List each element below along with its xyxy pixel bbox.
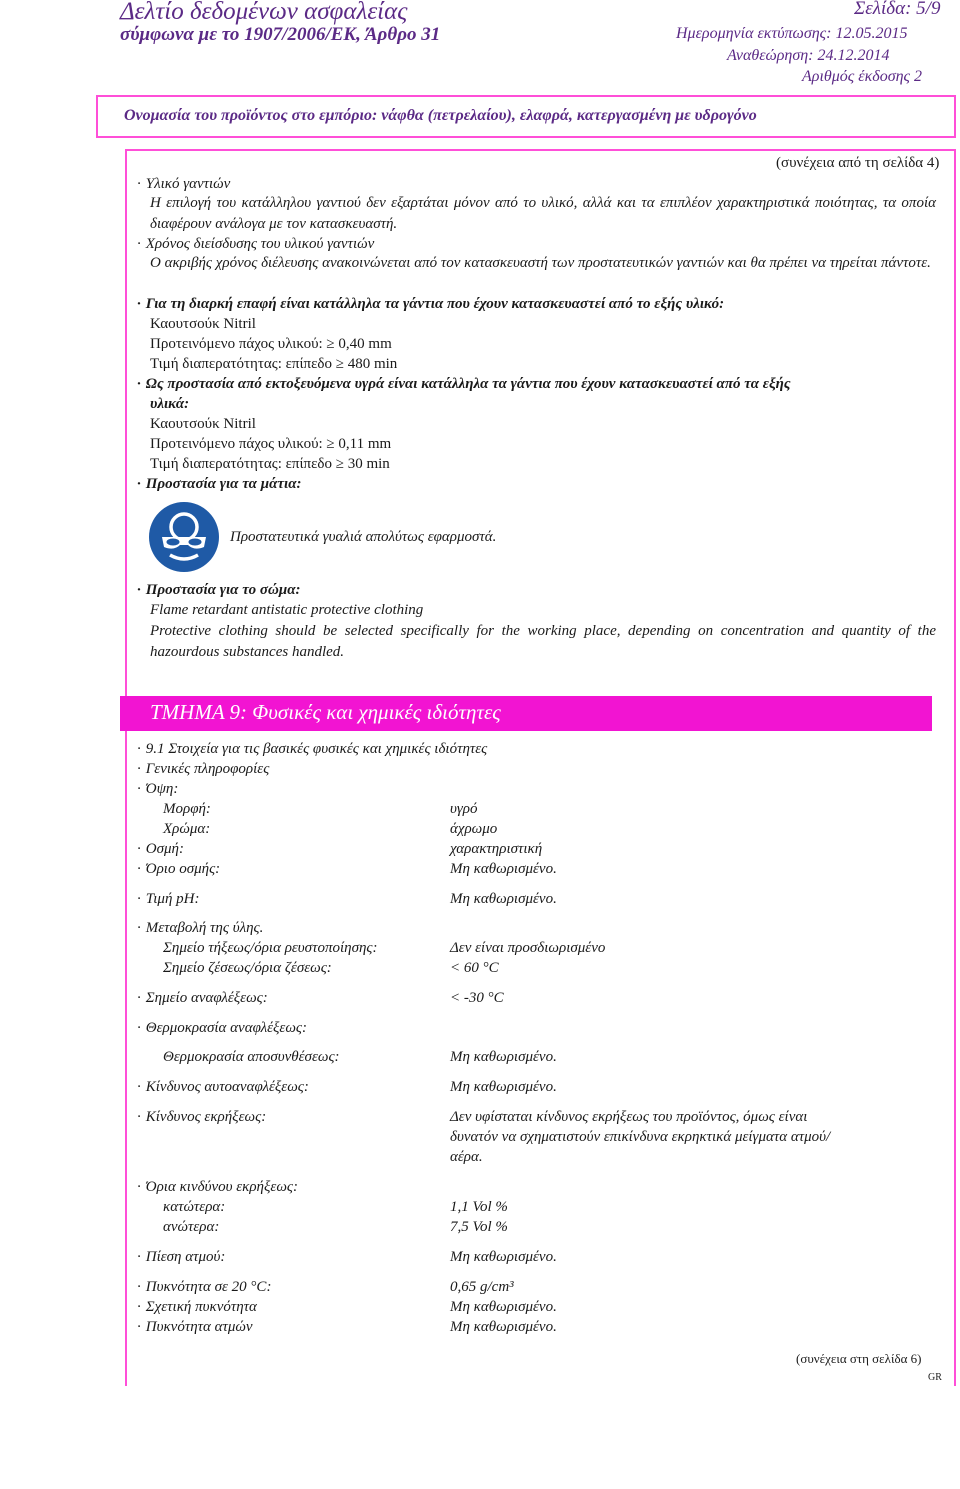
ge-symbol: ≥ xyxy=(326,436,335,452)
label-text: Οσμή: xyxy=(145,841,184,857)
melting-value: Δεν είναι προσδιωρισμένο xyxy=(450,940,606,956)
odor-threshold-value: Μη καθωρισμένο. xyxy=(450,861,557,877)
relative-density-value: Μη καθωρισμένο. xyxy=(450,1299,557,1315)
melting-label: Σημείο τήξεως/όρια ρευστοποίησης: xyxy=(163,940,378,956)
bullet: · xyxy=(137,861,141,877)
ge-symbol: ≥ xyxy=(335,356,344,372)
upper-limit-value: 7,5 Vol % xyxy=(450,1219,508,1235)
bullet: · xyxy=(137,1079,141,1095)
body-protection-line2: Protective clothing should be selected specifically for the working place, depending on concentration and quantity of the hazourdous substances handled. xyxy=(150,623,936,660)
bullet: · xyxy=(137,891,141,907)
label-text: Τιμή pH: xyxy=(145,891,200,907)
continuous-material: Καουτσούκ Nitril xyxy=(150,316,256,332)
label: Προτεινόμενο πάχος υλικού: xyxy=(150,336,323,352)
label-text: Πυκνότητα σε 20 °C: xyxy=(145,1279,272,1295)
subsection-heading xyxy=(137,741,487,758)
explosion-value-3: αέρα. xyxy=(450,1149,483,1165)
label-text: Όριο οσμής: xyxy=(145,861,221,877)
bullet: · xyxy=(137,1179,141,1195)
document-subtitle: σύμφωνα με το 1907/2006/ΕΚ, Άρθρο 31 xyxy=(120,24,441,45)
explosion-value-1: Δεν υφίσταται κίνδυνος εκρήξεως του προϊόντος, όμως είναι xyxy=(450,1109,808,1125)
splash-material: Καουτσούκ Nitril xyxy=(150,416,256,432)
ge-symbol: ≥ xyxy=(326,336,335,352)
breakthrough-heading xyxy=(137,236,374,253)
label-text: Σχετική πυκνότητα xyxy=(145,1299,257,1315)
value: 0,11 mm xyxy=(338,436,392,452)
heading-text: Γενικές πληροφορίες xyxy=(145,761,270,777)
label: Τιμή διαπερατότητας: επίπεδο xyxy=(150,456,332,472)
ph-value: Μη καθωρισμένο. xyxy=(450,891,557,907)
odor-label xyxy=(137,841,184,858)
eye-protection-heading xyxy=(137,476,302,493)
heading-text: 9.1 Στοιχεία για τις βασικές φυσικές και χημικές ιδιότητες xyxy=(145,741,488,757)
explosion-limits-label xyxy=(137,1179,298,1196)
general-info xyxy=(137,761,269,778)
ignition-temp-label xyxy=(137,1020,307,1037)
vapor-density-label xyxy=(137,1319,253,1336)
heading-text: Για τη διαρκή επαφή είναι κατάλληλα τα γάντια που έχουν κατασκευαστεί από το εξής υλικό: xyxy=(145,296,725,312)
bullet: · xyxy=(137,236,141,252)
form-value: υγρό xyxy=(450,801,478,817)
vapor-density-value: Μη καθωρισμένο. xyxy=(450,1319,557,1335)
bullet: · xyxy=(137,1319,141,1335)
bullet: · xyxy=(137,841,141,857)
decomposition-value: Μη καθωρισμένο. xyxy=(450,1049,557,1065)
bullet: · xyxy=(137,176,141,192)
value: 480 min xyxy=(347,356,398,372)
bullet: · xyxy=(137,920,141,936)
heading-text: Προστασία για τα μάτια: xyxy=(145,476,302,492)
ph-label xyxy=(137,891,199,908)
splash-heading-cont: υλικά: xyxy=(150,396,190,412)
safety-goggles-icon xyxy=(148,501,220,573)
body-protection-line1: Flame retardant antistatic protective clothing xyxy=(150,602,424,618)
lower-limit-value: 1,1 Vol % xyxy=(450,1199,508,1215)
color-label: Χρώμα: xyxy=(163,821,211,837)
continuous-thickness xyxy=(150,336,392,353)
splash-heading xyxy=(137,376,791,393)
document-title: Δελτίο δεδομένων ασφαλείας xyxy=(120,0,408,25)
continuous-permeation xyxy=(150,356,397,373)
boiling-value: < 60 °C xyxy=(450,960,499,976)
heading-text: Όψη: xyxy=(145,781,179,797)
page-number: Σελίδα: 5/9 xyxy=(854,0,941,19)
color-value: άχρωμο xyxy=(450,821,498,837)
bullet: · xyxy=(137,1279,141,1295)
heading-text: Ως προστασία από εκτοξευόμενα υγρά είναι κατάλληλα τα γάντια που έχουν κατασκευαστεί από τα εξής xyxy=(145,376,791,392)
decomposition-label: Θερμοκρασία αποσυνθέσεως: xyxy=(163,1049,340,1065)
appearance xyxy=(137,781,178,798)
label-text: Πίεση ατμού: xyxy=(145,1249,226,1265)
odor-value: χαρακτηριστική xyxy=(450,841,543,857)
eye-protection-text: Προστατευτικά γυαλιά απολύτως εφαρμοστά. xyxy=(230,529,497,545)
bullet: · xyxy=(137,1249,141,1265)
glove-material-heading xyxy=(137,176,230,193)
splash-permeation xyxy=(150,456,390,473)
odor-threshold-label xyxy=(137,861,220,878)
bullet: · xyxy=(137,1109,141,1125)
product-name: Ονομασία του προϊόντος στο εμπόριο: νάφθα (πετρελαίου), ελαφρά, κατεργασμένη με υδρογόνο xyxy=(124,107,757,124)
revision-date: Αναθεώρηση: 24.12.2014 xyxy=(727,47,890,64)
flash-point-label xyxy=(137,990,268,1007)
body-protection-heading xyxy=(137,582,301,599)
bullet: · xyxy=(137,1299,141,1315)
heading-text: Υλικό γαντιών xyxy=(145,176,231,192)
vapor-pressure-label xyxy=(137,1249,225,1266)
relative-density-label xyxy=(137,1299,257,1316)
breakthrough-text: Ο ακριβής χρόνος διέλευσης ανακοινώνεται από τον κατασκευαστή των προστατευτικών γαντιών και θα πρέπει να τηρείται πάντοτε. xyxy=(150,255,931,271)
label: Τιμή διαπερατότητας: επίπεδο xyxy=(150,356,332,372)
label-text: Κίνδυνος αυτοαναφλέξεως: xyxy=(145,1079,309,1095)
density-value: 0,65 g/cm³ xyxy=(450,1279,514,1295)
bullet: · xyxy=(137,376,141,392)
bullet: · xyxy=(137,476,141,492)
label-text: Όρια κινδύνου εκρήξεως: xyxy=(145,1179,299,1195)
bullet: · xyxy=(137,296,141,312)
self-ignition-label xyxy=(137,1079,309,1096)
bullet: · xyxy=(137,990,141,1006)
section-9-title: ΤΜΗΜΑ 9: Φυσικές και χημικές ιδιότητες xyxy=(150,700,501,724)
vapor-pressure-value: Μη καθωρισμένο. xyxy=(450,1249,557,1265)
label-text: Μεταβολή της ύλης. xyxy=(145,920,264,936)
state-change xyxy=(137,920,263,937)
self-ignition-value: Μη καθωρισμένο. xyxy=(450,1079,557,1095)
bullet: · xyxy=(137,582,141,598)
glove-material-text: Η επιλογή του κατάλληλου γαντιού δεν εξαρτάται μόνον από το υλικό, αλλά και τα επιπλέον χαρακτηριστικά ποιότητας, τα οποία διαφέρουν ανάλογα με τον κατασκευαστή. xyxy=(150,195,936,232)
explosion-label xyxy=(137,1109,266,1126)
form-label: Μορφή: xyxy=(163,801,211,817)
label-text: Κίνδυνος εκρήξεως: xyxy=(145,1109,267,1125)
lower-limit-label: κατώτερα: xyxy=(163,1199,226,1215)
section-9-bar xyxy=(120,696,932,731)
product-name-box xyxy=(96,95,956,138)
explosion-value-2: δυνατόν να σχηματιστούν επικίνδυνα εκρηκτικά μείγματα ατμού/ xyxy=(450,1129,831,1145)
bullet: · xyxy=(137,741,141,757)
ge-symbol: ≥ xyxy=(335,456,344,472)
heading-text: Χρόνος διείσδυσης του υλικού γαντιών xyxy=(145,236,375,252)
print-date: Ημερομηνία εκτύπωσης: 12.05.2015 xyxy=(676,25,908,42)
value: 30 min xyxy=(347,456,390,472)
label: Προτεινόμενο πάχος υλικού: xyxy=(150,436,323,452)
label-text: Πυκνότητα ατμών xyxy=(145,1319,253,1335)
version-number: Αριθμός έκδοσης 2 xyxy=(802,68,923,85)
label-text: Σημείο αναφλέξεως: xyxy=(145,990,268,1006)
splash-thickness xyxy=(150,436,391,453)
bullet: · xyxy=(137,761,141,777)
continuous-contact-heading xyxy=(137,296,724,313)
flash-point-value: < -30 °C xyxy=(450,990,504,1006)
continued-from: (συνέχεια από τη σελίδα 4) xyxy=(776,155,940,171)
country-code: GR xyxy=(928,1372,942,1383)
bullet: · xyxy=(137,1020,141,1036)
density-label xyxy=(137,1279,271,1296)
label-text: Θερμοκρασία αναφλέξεως: xyxy=(145,1020,307,1036)
continued-to: (συνέχεια στη σελίδα 6) xyxy=(796,1351,922,1366)
heading-text: Προστασία για το σώμα: xyxy=(145,582,301,598)
value: 0,40 mm xyxy=(338,336,392,352)
bullet: · xyxy=(137,781,141,797)
boiling-label: Σημείο ζέσεως/όρια ζέσεως: xyxy=(163,960,332,976)
upper-limit-label: ανώτερα: xyxy=(163,1219,220,1235)
